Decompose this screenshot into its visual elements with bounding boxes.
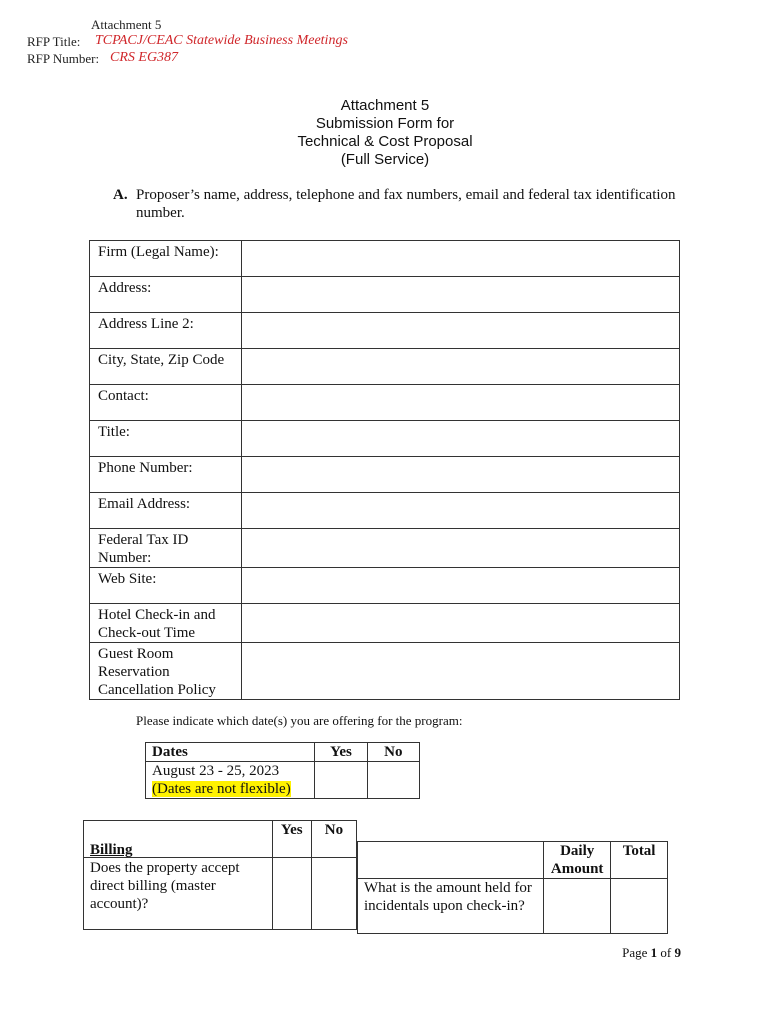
info-value-field[interactable] bbox=[242, 568, 680, 604]
billing-no-header: No bbox=[311, 821, 356, 858]
amount-header-blank bbox=[358, 842, 544, 879]
billing-question-cell bbox=[84, 842, 273, 930]
info-row bbox=[90, 643, 680, 700]
date-option-text: August 23 - 25, 2023 bbox=[152, 763, 280, 779]
page-of: of bbox=[660, 945, 672, 960]
info-label: Firm (Legal Name): bbox=[90, 241, 242, 277]
info-value-field[interactable] bbox=[242, 313, 680, 349]
info-value-field[interactable] bbox=[242, 241, 680, 277]
info-row bbox=[90, 313, 680, 349]
info-value-field[interactable] bbox=[242, 643, 680, 700]
total-header: Total bbox=[611, 842, 668, 879]
daily-amount-cell[interactable] bbox=[544, 879, 611, 934]
info-row bbox=[90, 493, 680, 529]
info-row bbox=[90, 457, 680, 493]
info-label: City, State, Zip Code bbox=[90, 349, 242, 385]
info-row bbox=[90, 568, 680, 604]
title-line-2: Submission Form for bbox=[315, 115, 455, 132]
date-yes-cell[interactable] bbox=[315, 762, 367, 799]
total-cell[interactable] bbox=[611, 879, 668, 934]
info-label: Hotel Check-in and Check-out Time bbox=[90, 604, 242, 643]
date-no-cell[interactable] bbox=[367, 762, 419, 799]
info-row bbox=[90, 421, 680, 457]
proposer-info-table bbox=[89, 240, 680, 700]
page-current: 1 bbox=[650, 945, 658, 960]
info-value-field[interactable] bbox=[242, 457, 680, 493]
date-option-cell bbox=[146, 762, 315, 799]
page-total: 9 bbox=[674, 945, 681, 960]
billing-yes-cell[interactable] bbox=[272, 858, 311, 930]
table-row bbox=[146, 762, 420, 799]
daily-amount-header: Daily Amount bbox=[544, 842, 611, 879]
section-a-marker: A. bbox=[113, 187, 128, 203]
info-label: Web Site: bbox=[90, 568, 242, 604]
yes-col-header: Yes bbox=[315, 743, 367, 762]
page-footer bbox=[622, 945, 681, 961]
info-label: Email Address: bbox=[90, 493, 242, 529]
info-value-field[interactable] bbox=[242, 385, 680, 421]
billing-question: Does the property accept direct billing (master account)? bbox=[90, 860, 240, 912]
info-value-field[interactable] bbox=[242, 277, 680, 313]
info-label: Contact: bbox=[90, 385, 242, 421]
info-value-field[interactable] bbox=[242, 493, 680, 529]
table-row bbox=[84, 858, 357, 930]
rfp-title-value: TCPACJ/CEAC Statewide Business Meetings bbox=[95, 33, 348, 48]
billing-table bbox=[83, 820, 357, 930]
info-label: Title: bbox=[90, 421, 242, 457]
rfp-title-label: RFP Title: bbox=[27, 34, 81, 49]
info-row bbox=[90, 529, 680, 568]
page-label: Page bbox=[622, 945, 648, 960]
info-row bbox=[90, 349, 680, 385]
no-col-header: No bbox=[367, 743, 419, 762]
incidentals-question: What is the amount held for incidentals upon check-in? bbox=[358, 879, 544, 934]
dates-prompt: Please indicate which date(s) you are offering for the program: bbox=[136, 713, 463, 728]
title-line-1: Attachment 5 bbox=[340, 97, 430, 114]
dates-table bbox=[145, 742, 420, 799]
info-value-field[interactable] bbox=[242, 529, 680, 568]
rfp-number-label: RFP Number: bbox=[27, 51, 100, 66]
info-row bbox=[90, 604, 680, 643]
billing-heading: Billing bbox=[90, 842, 133, 858]
incidentals-table bbox=[357, 841, 668, 934]
info-row bbox=[90, 277, 680, 313]
rfp-number-value: CRS EG387 bbox=[110, 50, 179, 65]
billing-no-cell[interactable] bbox=[311, 858, 356, 930]
dates-col-header: Dates bbox=[146, 743, 315, 762]
form-title bbox=[0, 97, 770, 169]
title-line-3: Technical & Cost Proposal bbox=[297, 133, 473, 150]
info-label: Federal Tax ID Number: bbox=[90, 529, 242, 568]
title-line-4: (Full Service) bbox=[340, 151, 430, 168]
date-flexibility-note: (Dates are not flexible) bbox=[152, 781, 291, 797]
attachment-header: Attachment 5 bbox=[91, 17, 162, 32]
table-row bbox=[358, 879, 668, 934]
info-label: Guest Room Reservation Cancellation Policy bbox=[90, 643, 242, 700]
info-value-field[interactable] bbox=[242, 604, 680, 643]
info-label: Address Line 2: bbox=[90, 313, 242, 349]
info-value-field[interactable] bbox=[242, 349, 680, 385]
billing-yes-header: Yes bbox=[272, 821, 311, 858]
section-a-text: Proposer’s name, address, telephone and fax numbers, email and federal tax identification number. bbox=[136, 187, 676, 221]
info-label: Phone Number: bbox=[90, 457, 242, 493]
info-row bbox=[90, 241, 680, 277]
info-value-field[interactable] bbox=[242, 421, 680, 457]
info-row bbox=[90, 385, 680, 421]
info-label: Address: bbox=[90, 277, 242, 313]
